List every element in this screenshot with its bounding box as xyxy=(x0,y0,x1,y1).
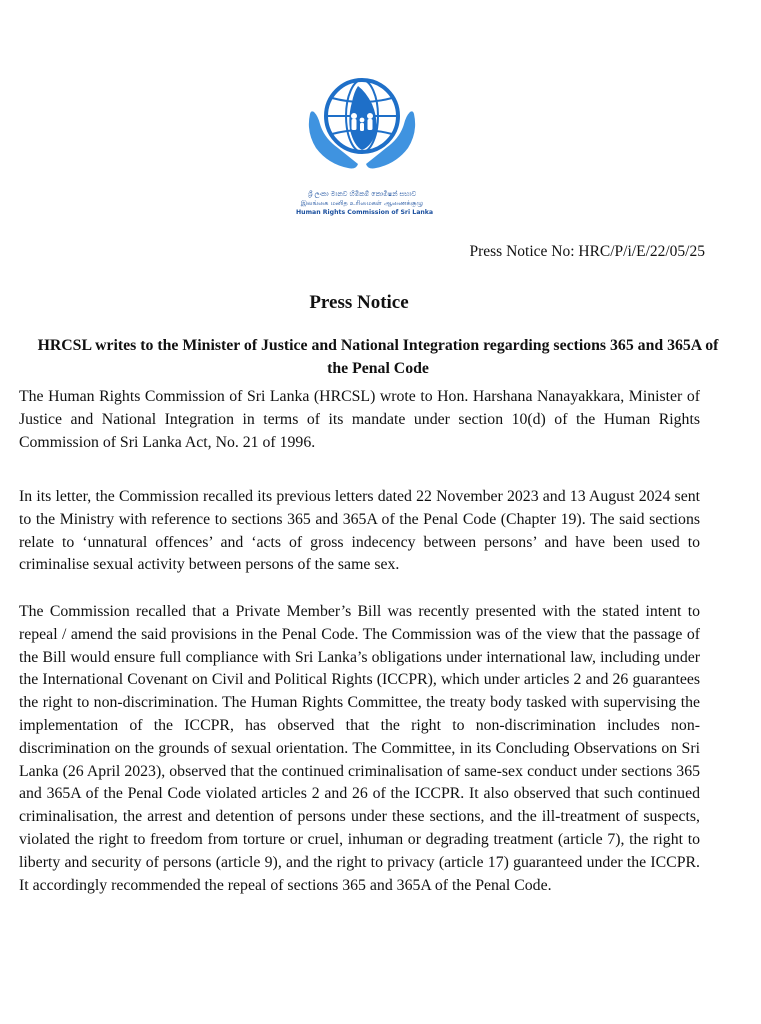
paragraph-2: In its letter, the Commission recalled its previous letters dated 22 November 2023 and 13 August 2024 sent to the Ministry with reference to sections 365 and 365A of the Penal Code (Chapter 19). The said sections relate to ‘unnatural offences’ and ‘acts of gross indecency between persons’ and have been used to criminalise sexual activity between persons of the same sex. xyxy=(19,488,700,574)
page-title: Press Notice xyxy=(309,292,409,313)
logo-text-sinhala: ශ්‍රී ලංකා මානව හිමිකම් කොමිෂන් සභාව xyxy=(307,190,417,198)
logo-text-tamil: இலங்கை மனித உரிமைகள் ஆணைக்குழு xyxy=(300,199,424,207)
notice-subheading: HRCSL writes to the Minister of Justice and National Integration regarding sections 365 and 365A of the Penal Code xyxy=(37,337,719,377)
logo-text-english: Human Rights Commission of Sri Lanka xyxy=(296,209,434,216)
paragraph-1: The Human Rights Commission of Sri Lanka (HRCSL) wrote to Hon. Harshana Nanayakkara, Minister of Justice and National Integration in terms of its mandate under section 10(d) of the Human Rights Commission of Sri Lanka Act, No. 21 of 1996. xyxy=(19,388,700,451)
press-notice-number: Press Notice No: HRC/P/i/E/22/05/25 xyxy=(469,243,705,260)
hrcsl-emblem-icon xyxy=(302,72,422,190)
paragraph-3: The Commission recalled that a Private Member’s Bill was recently presented with the stated intent to repeal / amend the said provisions in the Penal Code. The Commission was of the view that the passage of the Bill would ensure full compliance with Sri Lanka’s obligations under international law, including under the International Covenant on Civil and Political Rights (ICCPR), which under articles 2 and 26 guarantees the right to non-discrimination. The Human Rights Committee, the treaty body tasked with supervising the implementation of the ICCPR, has observed that the right to non-discrimination includes non-discrimination on the grounds of sexual orientation. The Committee, in its Concluding Observations on Sri Lanka (26 April 2023), observed that the continued criminalisation of same-sex conduct under sections 365 and 365A of the Penal Code violated articles 2 and 26 of the ICCPR. It also observed that such continued criminalisation, the arrest and detention of persons under these sections, and the ill-treatment of suspects, violated the right to freedom from torture or cruel, inhuman or degrading treatment (article 7), the right to liberty and security of persons (article 9), and the right to privacy (article 17) guaranteed under the ICCPR. It accordingly recommended the repeal of sections 365 and 365A of the Penal Code. xyxy=(19,603,700,894)
hrcsl-logo xyxy=(296,72,434,217)
